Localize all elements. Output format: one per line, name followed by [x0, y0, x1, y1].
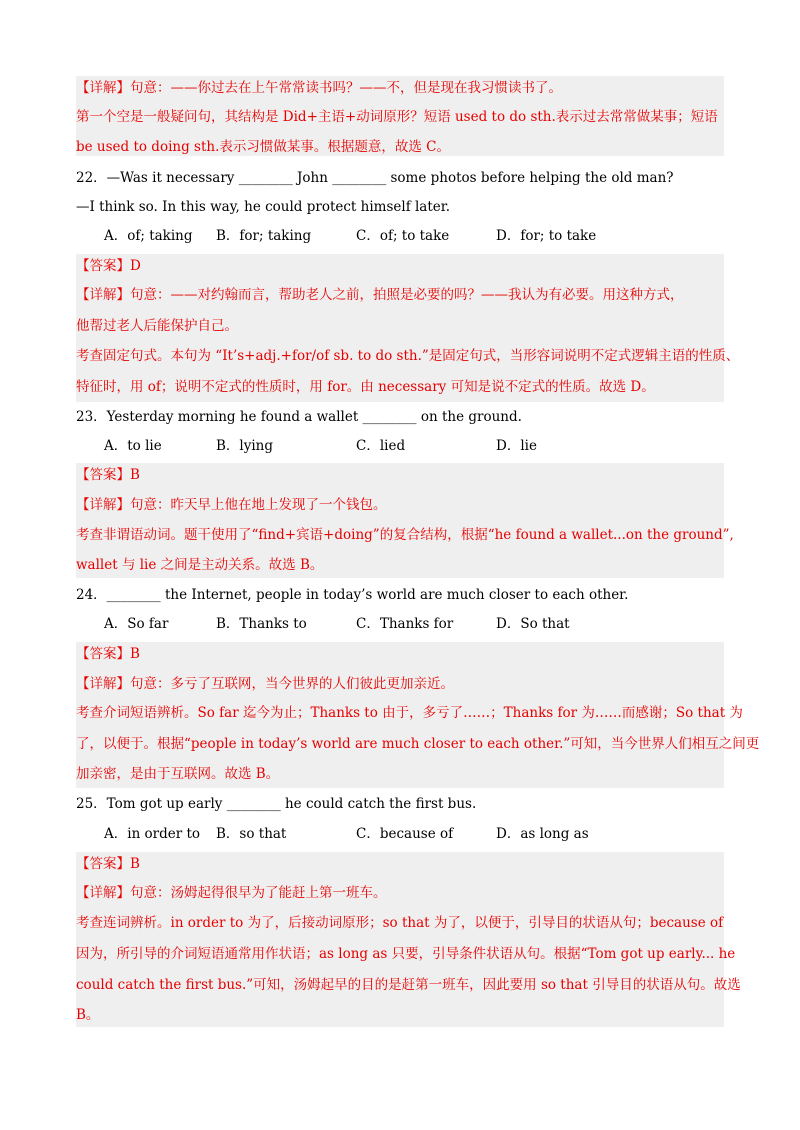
- q24-option-c: C．Thanks for: [356, 616, 454, 632]
- answer-24: 【答案】B: [76, 646, 140, 662]
- detail-25-line4: could catch the first bus.”可知，汤姆起早的目的是赶第一班车，因此要用 so that 引导目的状语从句。故选: [76, 977, 741, 993]
- q22-option-d: D．for; to take: [496, 228, 597, 244]
- detail-21-line3: be used to doing sth.表示习惯做某事。根据题意，故选 C。: [76, 139, 450, 155]
- q24-option-d: D．So that: [496, 616, 570, 632]
- detail-22-line3: 考查固定句式。本句为 “It’s+adj.+for/of sb. to do sth.”是固定句式，当形容词说明不定式逻辑主语的性质、: [76, 348, 740, 364]
- detail-21-line2: 第一个空是一般疑问句，其结构是 Did+主语+动词原形？短语 used to do sth.表示过去常常做某事；短语: [76, 109, 718, 125]
- detail-24-line2: 考查介词短语辨析。So far 迄今为止；Thanks to 由于，多亏了……；Thanks for 为……而感谢；So that 为: [76, 705, 743, 721]
- q23-option-d: D．lie: [496, 438, 537, 454]
- q22-option-c: C．of; to take: [356, 228, 450, 244]
- q25-option-d: D．as long as: [496, 826, 589, 842]
- q24-option-a: A．So far: [104, 616, 169, 632]
- q25-option-a: A．in order to: [104, 826, 201, 842]
- detail-24-line4: 加亲密，是由于互联网。故选 B。: [76, 766, 280, 782]
- q22-option-b: B．for; taking: [216, 228, 312, 244]
- question-23-stem: 23．Yesterday morning he found a wallet ________ on the ground.: [76, 409, 522, 425]
- detail-23-line3: wallet 与 lie 之间是主动关系。故选 B。: [76, 557, 324, 573]
- detail-22-line1: 【详解】句意：——对约翰而言，帮助老人之前，拍照是必要的吗？——我认为有必要。用这种方式，: [76, 287, 684, 303]
- answer-22: 【答案】D: [76, 258, 141, 274]
- detail-21-line1: 【详解】句意：——你过去在上午常常读书吗？——不，但是现在我习惯读书了。: [76, 80, 562, 96]
- question-25-stem: 25．Tom got up early ________ he could catch the first bus.: [76, 796, 477, 812]
- q23-option-a: A．to lie: [104, 438, 162, 454]
- detail-23-line1: 【详解】句意：昨天早上他在地上发现了一个钱包。: [76, 497, 387, 513]
- question-22-stem: 22．—Was it necessary ________ John ________ some photos before helping the old man?: [76, 170, 674, 186]
- answer-23: 【答案】B: [76, 467, 140, 483]
- detail-25-line5: B。: [76, 1007, 100, 1023]
- question-22-stem-2: —I think so. In this way, he could protect himself later.: [76, 199, 451, 215]
- explanation-box-25: [76, 852, 724, 1027]
- detail-24-line3: 了，以便于。根据“people in today’s world are much closer to each other.”可知，当今世界人们相互之间更: [76, 736, 760, 752]
- q24-option-b: B．Thanks to: [216, 616, 307, 632]
- detail-22-line4: 特征时，用 of；说明不定式的性质时，用 for。由 necessary 可知是说不定式的性质。故选 D。: [76, 379, 655, 395]
- detail-23-line2: 考查非谓语动词。题干使用了“find+宾语+doing”的复合结构，根据“he found a wallet...on the ground”,: [76, 527, 734, 543]
- detail-25-line3: 因为，所引导的介词短语通常用作状语；as long as 只要，引导条件状语从句。根据“Tom got up early... he: [76, 946, 736, 962]
- question-24-stem: 24．________ the Internet, people in today’s world are much closer to each other.: [76, 587, 629, 603]
- detail-24-line1: 【详解】句意：多亏了互联网，当今世界的人们彼此更加亲近。: [76, 676, 454, 692]
- detail-25-line1: 【详解】句意：汤姆起得很早为了能赶上第一班车。: [76, 885, 387, 901]
- detail-22-line2: 他帮过老人后能保护自己。: [76, 318, 238, 334]
- q25-option-b: B．so that: [216, 826, 287, 842]
- q23-option-c: C．lied: [356, 438, 406, 454]
- q23-option-b: B．lying: [216, 438, 274, 454]
- answer-25: 【答案】B: [76, 856, 140, 872]
- q22-option-a: A．of; taking: [104, 228, 193, 244]
- q25-option-c: C．because of: [356, 826, 454, 842]
- detail-25-line2: 考查连词辨析。in order to 为了，后接动词原形；so that 为了，以便于，引导目的状语从句；because of: [76, 915, 724, 931]
